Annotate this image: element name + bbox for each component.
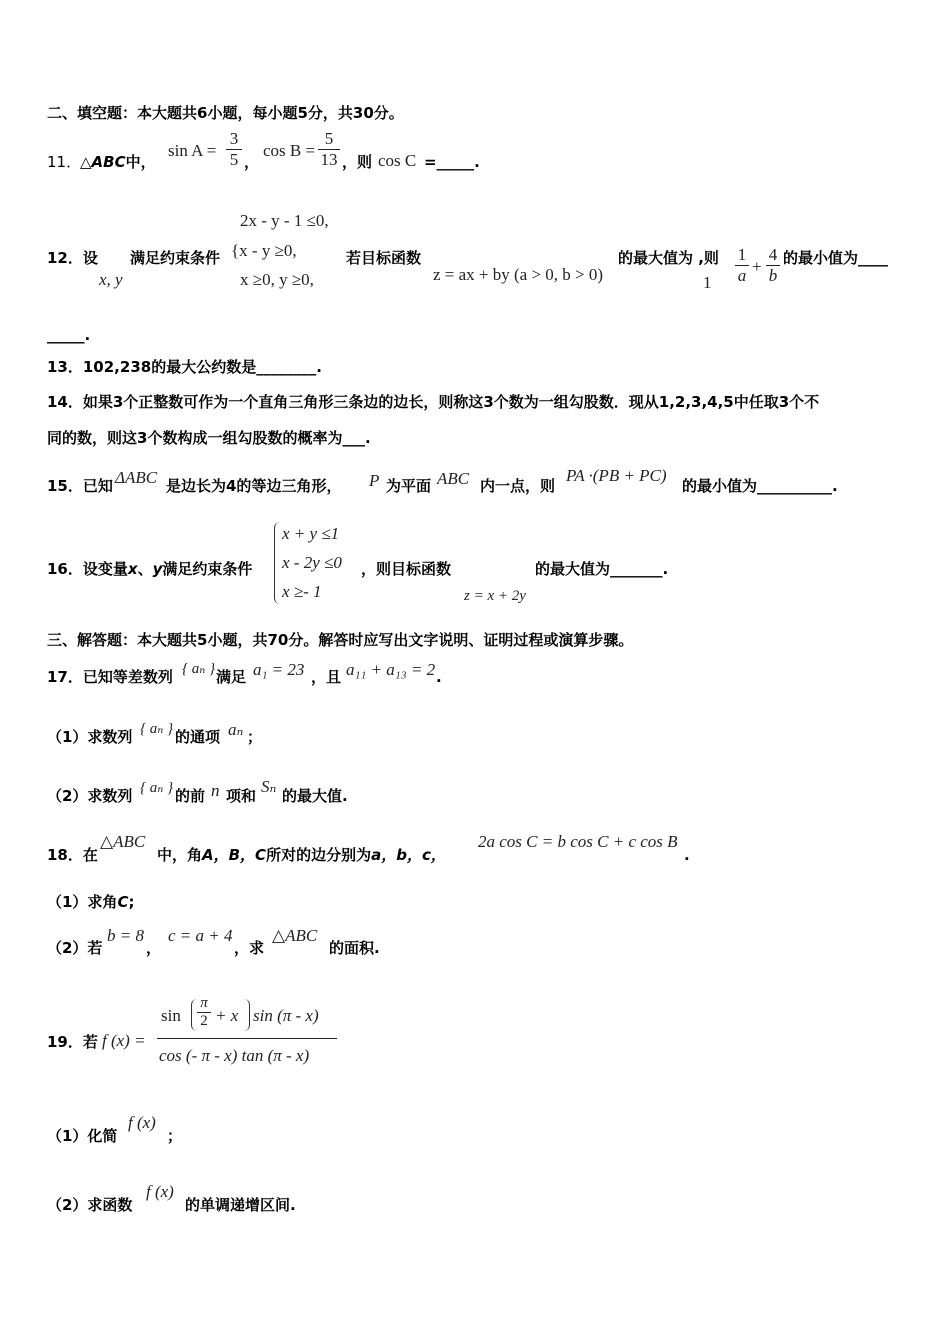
q17-part-2-text: 的前: [175, 787, 206, 805]
q17-part-2: （2）求数列: [47, 787, 133, 805]
q19-denominator: cos (- π - x) tan (π - x): [159, 1046, 310, 1065]
q17-satisfy: 满足: [216, 668, 247, 686]
q19-part-2-f: f (x): [146, 1182, 174, 1201]
q18-triangle: △ABC: [100, 832, 146, 851]
q11-triangle: △ABC中，: [80, 153, 156, 171]
q12-max-label: 的最大值为 ,则: [618, 249, 719, 267]
q12-plus: +: [752, 257, 762, 276]
q19-part-1-f: f (x): [128, 1113, 156, 1132]
q17-part-1-seq: { aₙ }: [140, 721, 174, 737]
q17-part-1-end: ；: [247, 728, 263, 746]
q12-condition-label: 满足约束条件: [130, 249, 221, 267]
question-14-line-2: 同的数，则这3个数构成一组勾股数的概率为___.: [47, 429, 371, 447]
q12-constraint-1: 2x - y - 1 ≤0,: [240, 211, 329, 230]
q19-numerator: sin: [161, 1006, 181, 1025]
q12-number: 12．设: [47, 249, 98, 267]
q18-b-value: b = 8: [107, 926, 144, 945]
q16-brace: [274, 522, 281, 604]
q12-fraction-4-b: 4 b: [766, 246, 780, 285]
q12-vars: x, y: [99, 270, 123, 289]
question-14-line-1: 14．如果3个正整数可作为一个直角三角形三条边的边长，则称这3个数为一组勾股数．现从1,2,3,4,5中任取3个不: [47, 393, 820, 411]
q15-text-3: 内一点，则: [480, 477, 556, 495]
q17-part-2-n: n: [211, 781, 220, 800]
q12-min-label: 的最小值为____: [783, 249, 889, 267]
q19-part-1: （1）化简: [47, 1127, 118, 1145]
q17-part-2-text-2: 项和: [226, 787, 257, 805]
q12-continuation: _____.: [47, 326, 91, 344]
q15-text-1: 是边长为4的等边三角形，: [166, 477, 342, 495]
q11-fraction-3-5: 3 5: [226, 130, 242, 169]
q16-max-label: 的最大值为_______.: [535, 560, 669, 578]
section-2-heading: 二、填空题：本大题共6小题，每小题5分，共30分。: [47, 104, 404, 122]
q17-part-2-end: 的最大值.: [282, 787, 348, 805]
q17-a1: a₁ = 23: [253, 660, 305, 679]
q17-part-1: （1）求数列: [47, 728, 133, 746]
q11-fraction-5-13: 5 13: [318, 130, 340, 169]
q19-number: 19．若: [47, 1033, 98, 1051]
q15-text-2: 为平面: [386, 477, 432, 495]
q16-constraint-1: x + y ≤1: [282, 524, 340, 543]
q18-area: 的面积.: [329, 939, 380, 957]
q19-part-2: （2）求函数: [47, 1196, 133, 1214]
q19-plus-x: + x: [215, 1006, 239, 1025]
question-13: 13．102,238的最大公约数是________.: [47, 358, 322, 376]
q11-cosC: cos C: [378, 151, 417, 170]
q12-fraction-1-a: 1 a: [735, 246, 749, 285]
q18-end: .: [684, 846, 690, 864]
q19-part-2-end: 的单调递增区间.: [185, 1196, 296, 1214]
q18-part-1: （1）求角C;: [47, 893, 135, 911]
q17-sequence: { aₙ }: [182, 661, 216, 677]
q12-objective: z = ax + by (a > 0, b > 0): [433, 265, 604, 284]
q18-seek: ，求: [234, 939, 265, 957]
q17-part-1-text: 的通项: [175, 728, 221, 746]
q18-number: 18．在: [47, 846, 98, 864]
q16-objective: z = x + 2y: [464, 588, 526, 604]
q19-part-1-end: ；: [167, 1127, 183, 1145]
q11-comma: ，: [244, 153, 260, 171]
q18-equation: 2a cos C = b cos C + c cos B: [478, 832, 678, 851]
q18-triangle-2: △ABC: [272, 926, 318, 945]
q16-constraint-2: x - 2y ≤0: [282, 553, 342, 572]
q15-number: 15．已知: [47, 477, 113, 495]
q16-goal-label: ，则目标函数: [361, 560, 452, 578]
q11-then: ，则: [342, 153, 373, 171]
q18-c-value: c = a + 4: [168, 926, 233, 945]
q18-part-2: （2）若: [47, 939, 103, 957]
q16-text: 16．设变量x、y满足约束条件: [47, 560, 253, 578]
q17-number: 17．已知等差数列: [47, 668, 173, 686]
q12-goal-label: 若目标函数: [346, 249, 422, 267]
q19-paren-close: [243, 999, 250, 1031]
q19-pi-over-2: π 2: [197, 996, 211, 1029]
q11-sinA: sin A =: [168, 141, 217, 160]
q17-condition: a₁₁ + a₁₃ = 2: [346, 660, 436, 679]
q11-number: 11．: [47, 153, 82, 171]
q18-text: 中，角A，B，C所对的边分别为a，b，c，: [157, 846, 446, 864]
q15-text-4: 的最小值为__________.: [682, 477, 838, 495]
q15-expression: PA ·(PB + PC): [566, 466, 667, 485]
q19-sin-pi-minus-x: sin (π - x): [253, 1006, 319, 1025]
q15-point-p: P: [369, 471, 380, 490]
q12-constraint-2: {x - y ≥0,: [231, 241, 297, 260]
q19-fraction-bar: [157, 1038, 337, 1039]
q15-triangle: ΔABC: [115, 468, 158, 487]
q15-plane-abc: ABC: [437, 469, 470, 488]
q16-constraint-3: x ≥- 1: [282, 582, 322, 601]
q19-fraction: [157, 996, 339, 1068]
q17-end: .: [436, 668, 442, 686]
section-3-heading: 三、解答题：本大题共5小题，共70分。解答时应写出文字说明、证明过程或演算步骤。: [47, 631, 634, 649]
q12-one: 1: [703, 273, 712, 292]
q11-cosB: cos B =: [263, 141, 316, 160]
q11-answer-blank: =_____.: [424, 153, 480, 171]
q17-part-1-an: aₙ: [228, 720, 244, 739]
q17-part-2-sn: Sₙ: [261, 777, 277, 796]
q17-and: ，且: [311, 668, 342, 686]
q18-comma: ，: [146, 939, 162, 957]
q19-fx: f (x) =: [102, 1031, 146, 1050]
q12-constraint-3: x ≥0, y ≥0,: [240, 270, 314, 289]
q17-part-2-seq: { aₙ }: [140, 780, 174, 796]
